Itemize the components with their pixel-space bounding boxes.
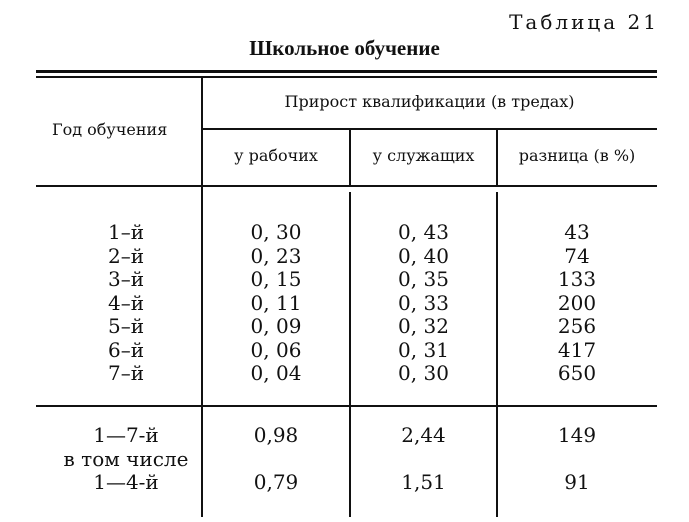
cell-year: 4–й <box>107 290 145 315</box>
cell-year: 2–й <box>107 243 145 268</box>
cell-workers: 0, 09 <box>250 314 302 338</box>
cell-difference: 200 <box>557 290 597 315</box>
header-employees: у служащих <box>372 146 475 165</box>
cell-difference: 417 <box>557 337 597 362</box>
table-number-label: Таблица 21 <box>509 10 659 34</box>
cell-total-difference: 149 <box>557 423 597 447</box>
table-title: Школьное обучение <box>249 36 440 60</box>
cell-total-employees: 1,51 <box>401 470 446 494</box>
cell-workers: 0, 11 <box>250 290 302 315</box>
cell-difference: 133 <box>557 267 597 291</box>
cell-year: 3–й <box>107 267 145 291</box>
totals-difference-values <box>497 424 657 495</box>
cell-difference: 74 <box>564 243 590 268</box>
column-difference-values <box>497 221 657 386</box>
cell-year: 5–й <box>107 314 145 338</box>
cell-employees: 0, 31 <box>398 337 449 362</box>
cell-workers: 0, 15 <box>250 267 302 291</box>
cell-workers: 0, 06 <box>250 337 302 362</box>
totals-workers-values <box>202 424 350 495</box>
cell-total-year: 1—7-й <box>93 423 159 447</box>
totals-year-values <box>56 424 196 495</box>
cell-total-employees: 2,44 <box>401 423 446 447</box>
column-year-values <box>56 221 196 386</box>
column-workers-values <box>202 221 350 386</box>
cell-workers: 0, 04 <box>250 361 302 385</box>
totals-employees-values <box>350 424 497 495</box>
cell-employees: 0, 32 <box>398 314 449 338</box>
cell-year: 1–й <box>107 220 145 244</box>
cell-employees: 0, 40 <box>398 243 449 268</box>
cell-employees: 0, 43 <box>398 220 449 244</box>
cell-total-workers: 0,98 <box>253 423 299 447</box>
cell-year: 7–й <box>107 361 145 385</box>
cell-total-workers: 0,79 <box>253 470 299 494</box>
cell-difference: 256 <box>557 314 597 338</box>
top-rule-thin <box>36 76 657 78</box>
cell-total-year: в том числе <box>63 446 189 471</box>
header-workers: у рабочих <box>234 146 318 165</box>
cell-employees: 0, 35 <box>398 267 449 291</box>
cell-difference: 650 <box>557 361 597 385</box>
cell-total-difference <box>497 448 657 472</box>
column-employees-values <box>350 221 497 386</box>
header-difference: разница (в %) <box>518 146 636 165</box>
top-rule-thick <box>36 70 657 73</box>
cell-workers: 0, 30 <box>250 220 302 244</box>
cell-total-workers <box>202 448 350 472</box>
cell-workers: 0, 23 <box>250 243 302 268</box>
header-year: Год обучения <box>52 120 168 139</box>
cell-difference: 43 <box>564 220 590 244</box>
cell-total-difference: 91 <box>564 470 590 494</box>
totals-rule <box>36 405 657 407</box>
header-group-rule <box>202 128 657 130</box>
cell-total-employees <box>350 448 497 472</box>
cell-employees: 0, 30 <box>398 361 449 385</box>
header-qualification-group: Прирост квалификации (в тредах) <box>284 92 575 111</box>
cell-total-year: 1—4-й <box>93 470 159 494</box>
cell-year: 6–й <box>107 337 145 362</box>
header-bottom-rule <box>36 185 657 187</box>
cell-employees: 0, 33 <box>398 290 449 315</box>
